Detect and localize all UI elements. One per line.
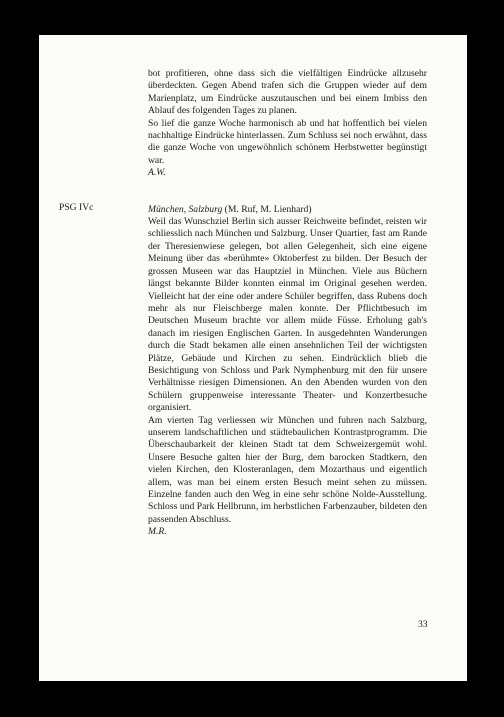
section-paragraph-2: Am vierten Tag verliessen wir München und fuhren nach Salzburg, unserem landschaftlichen und städtebaulichen Kontrastprogramm. Die Überschaubarkeit der kleinen Stadt tat dem Schweizergemüt wohl. Unsere Besuche galten hier der Burg, dem barocken Stadtkern, den vielen Kirchen, den Klosteranlagen, dem Mozarthaus und eigentlich allem, was man bei einem ersten Besuch meint sehen zu müssen. Einzelne fanden auch den Weg in eine sehr schöne Nolde-Ausstellung. Schloss und Park Hellbrunn, im herbstlichen Farbenzauber, bildeten den passenden Abschluss.: [148, 414, 427, 525]
intro-signature: A.W.: [148, 167, 166, 179]
section-title: München, Salzburg: [148, 203, 223, 215]
intro-paragraph-1: bot profitieren, ohne dass sich die vielfältigen Eindrücke allzusehr überdeckten. Gegen Abend trafen sich die Gruppen wieder auf dem Marienplatz, um Eindrücke auszutauschen und bei einem Imbiss den Ablauf des folgenden Tages zu planen.: [148, 68, 427, 117]
intro-paragraph-2: So lief die ganze Woche harmonisch ab und hat hoffentlich bei vielen nachhaltige Eindrücke hinterlassen. Zum Schluss sei noch erwähnt, dass die ganze Woche von ungewöhnlich schönem Herbstwetter begünstigt war.: [148, 117, 427, 166]
section-psg-ivc: [148, 204, 427, 539]
section-label: PSG IVc: [59, 202, 94, 213]
page-number: 33: [418, 619, 428, 630]
text-column: [148, 68, 427, 539]
section-authors: (M. Ruf, M. Lienhard): [224, 203, 312, 215]
section-signature: M.R.: [148, 526, 167, 538]
section-heading: [148, 204, 427, 216]
document-page: [39, 35, 467, 681]
section-paragraph-1: Weil das Wunschziel Berlin sich ausser Reichweite befindet, reisten wir schliesslich nach München und Salzburg. Unser Quartier, fast am Rande der Theresienwiese gelegen, bot allen Gelegenheit, sich eine eigene Meinung über das «berühmte» Oktoberfest zu bilden. Der Besuch der grossen Museen war das Hauptziel in München. Viele aus Büchern längst bekannte Bilder konnten einmal im Original gesehen werden. Vielleicht hat der eine oder andere Schüler begriffen, dass Rubens doch mehr als nur Fleischberge malen konnte. Der Pflichtbesuch im Deutschen Museum brachte vor allem müde Füsse. Erholung gab's danach im riesigen Englischen Garten. In ausgedehnten Wanderungen durch die Stadt bekamen alle einen ansehnlichen Teil der wichtigsten Plätze, Gebäude und Kirchen zu sehen. Eindrücklich blieb die Besichtigung von Schloss und Park Nymphenburg mit den für unsere Verhältnisse riesigen Dimensionen. An den Abenden wurden von den Schülern gruppenweise interessante Theater- und Konzertbesuche organisiert.: [148, 216, 427, 414]
